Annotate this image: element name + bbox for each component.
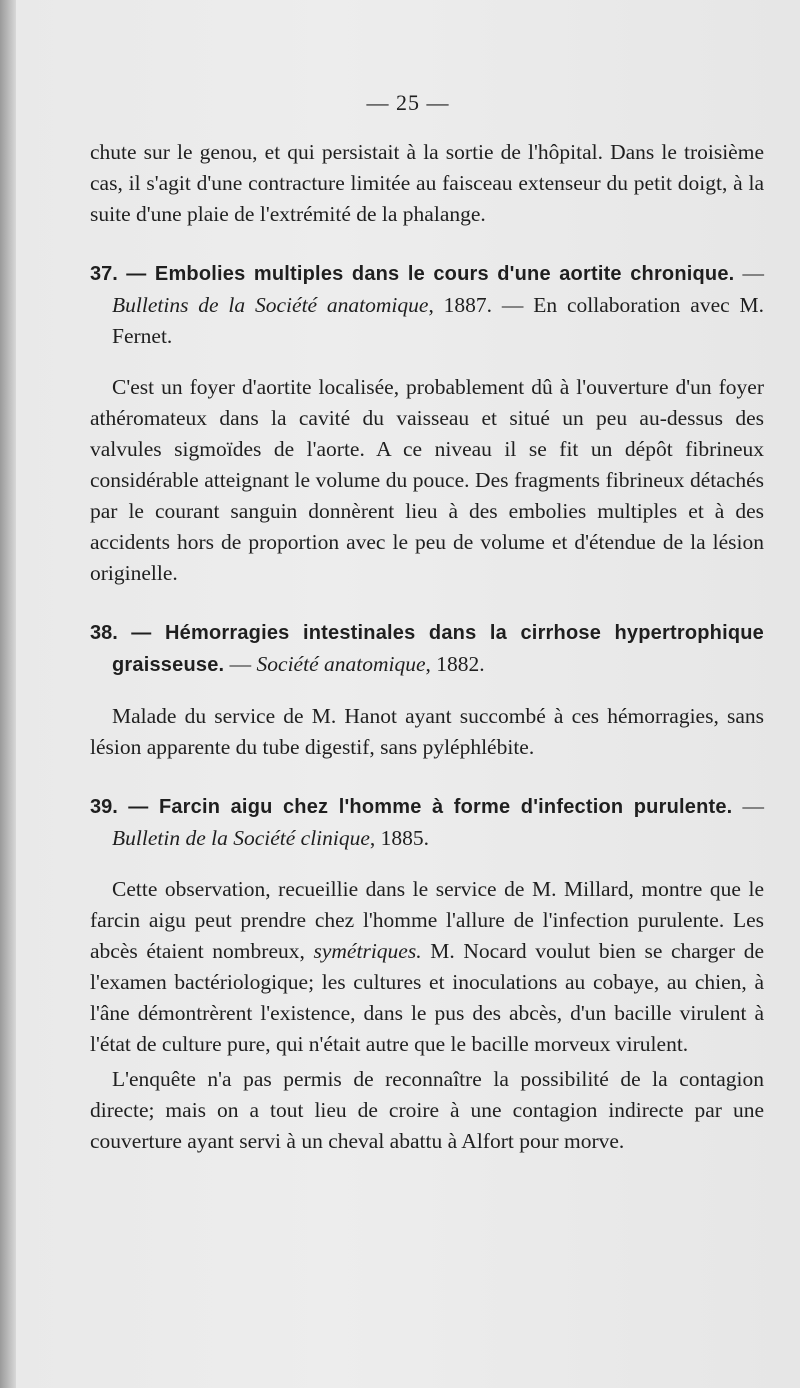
book-page [16, 0, 800, 1388]
entry-number: 38. [90, 622, 118, 644]
entry-39-investigation: L'enquête n'a pas permis de reconnaître la possibilité de la contagion directe; mais on a tout lieu de croire à une contagion indirecte par une couverture ayant servi à un cheval abattu à Alfort pour morve. [90, 1067, 764, 1153]
entry-38-description: Malade du service de M. Hanot ayant succombé à ces hémorragies, sans lésion apparente du tube digestif, sans pyléphlébite. [90, 704, 764, 759]
entry-title: Farcin aigu chez l'homme à forme d'infection purulente. [158, 796, 733, 818]
entry-number: 39. [90, 796, 118, 818]
emphasized-word: symétriques. [313, 939, 422, 963]
page-number-header: — 25 — [366, 90, 450, 115]
entry-source: Bulletin de la Société clinique [112, 826, 370, 850]
entry-37-heading: 37. — Embolies multiples dans le cours d'une aortite chronique. — Bulletins de la Société anatomique, 1887. — En collaboration avec M. Fernet. [90, 261, 764, 348]
intro-paragraph: chute sur le genou, et qui persistait à la sortie de l'hôpital. Dans le troisième cas, il s'agit d'une contracture limitée au faisceau extenseur du petit doigt, à la suite d'une plaie de l'extrémité de la phalange. [90, 140, 764, 226]
entry-37-description: C'est un foyer d'aortite localisée, probablement dû à l'ouverture d'un foyer athéromateux dans la cavité du vaisseau et situé un peu au-dessus des valvules sigmoïdes de l'aorte. A ce niveau il se fit un dépôt fibrineux considérable atteignant le volume du pouce. Des fragments fibrineux détachés par le courant sanguin donnèrent lieu à des embolies multiples et à des accidents hors de proportion avec le peu de volume et d'étendue de la lésion originelle. [90, 375, 764, 585]
entry-title: Hémorragies intestinales dans la cirrhose hypertrophique graisseuse. [112, 622, 764, 676]
entry-source: Société anatomique [256, 652, 426, 676]
scan-edge-shadow [0, 0, 16, 1388]
entry-source: Bulletins de la Société anatomique [112, 293, 429, 317]
entry-39-heading: 39. — Farcin aigu chez l'homme à forme d'infection purulente. — Bulletin de la Société clinique, 1885. [90, 794, 765, 850]
entry-39-description: Cette observation, recueillie dans le service de M. Millard, montre que le farcin aigu peut prendre chez l'homme l'allure de l'infection purulente. Les abcès étaient nombreux, symétriques. M. Nocard voulut bien se charger de l'examen bactériologique; les cultures et inoculations au cobaye, au chien, à l'âne démontrèrent l'existence, dans le pus des abcès, d'un bacille virulent à l'état de culture pure, qui n'était autre que le bacille morveux virulent. [90, 877, 764, 1056]
entry-number: 37. [90, 263, 118, 285]
entry-38-heading: 38. — Hémorragies intestinales dans la cirrhose hypertrophique graisseuse. — Société anatomique, 1882. [90, 622, 764, 676]
page-body [90, 137, 764, 1157]
entry-title: Embolies multiples dans le cours d'une aortite chronique. [154, 263, 735, 285]
